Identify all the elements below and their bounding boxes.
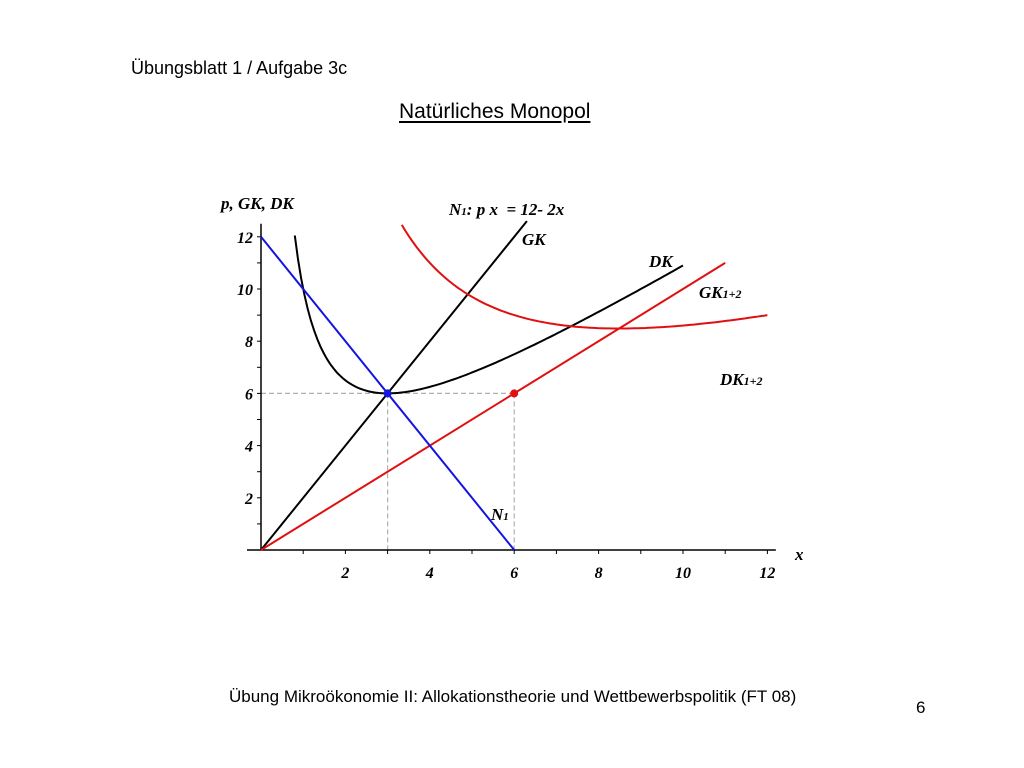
x-tick-label: 10	[675, 565, 691, 582]
curve-gk	[261, 221, 527, 550]
footer-course: Übung Mikroökonomie II: Allokationstheorie und Wettbewerbspolitik (FT 08)	[229, 687, 797, 706]
curve-dk12	[402, 225, 768, 329]
intersection-point	[384, 389, 392, 397]
x-tick-label: 12	[759, 565, 776, 582]
x-tick-label: 8	[594, 565, 603, 582]
x-tick-label: 2	[341, 565, 350, 582]
axes	[237, 224, 776, 582]
x-tick-label: 4	[425, 565, 434, 582]
y-tick-label: 2	[245, 490, 253, 508]
label-gk: GK	[522, 230, 546, 249]
demand-eq-n: N	[449, 200, 462, 219]
label-gk12-main: GK	[699, 283, 723, 302]
y-tick-label: 12	[237, 229, 253, 247]
y-tick-label: 6	[245, 386, 253, 404]
x-tick-label: 6	[510, 565, 519, 582]
labels	[219, 194, 804, 564]
slide-title: Natürliches Monopol	[399, 100, 591, 123]
intersection-point	[510, 389, 518, 397]
page-number: 6	[916, 698, 926, 717]
label-gk12	[699, 283, 741, 302]
demand-eq-rest: : p x = 12- 2x	[466, 200, 565, 219]
points	[384, 389, 519, 397]
label-n1	[490, 505, 509, 524]
demand-equation	[448, 200, 565, 219]
label-dk12	[719, 370, 762, 389]
label-dk12-main: DK	[720, 370, 744, 389]
y-axis-label: p, GK, DK	[221, 194, 294, 213]
x-axis-label: x	[795, 545, 804, 564]
label-dk12-sub: 1+2	[743, 374, 763, 388]
sheet-label: Übungsblatt 1 / Aufgabe 3c	[131, 58, 348, 78]
y-tick-label: 4	[245, 438, 253, 456]
label-dk: DK	[649, 252, 673, 271]
demand-eq-sub: 1	[461, 206, 467, 218]
label-n1-main: N	[491, 505, 504, 524]
label-n1-sub: 1	[503, 511, 509, 523]
y-tick-label: 10	[237, 282, 253, 299]
label-gk12-sub: 1+2	[722, 287, 742, 301]
y-tick-label: 8	[245, 334, 253, 352]
curve-dk	[295, 236, 683, 394]
